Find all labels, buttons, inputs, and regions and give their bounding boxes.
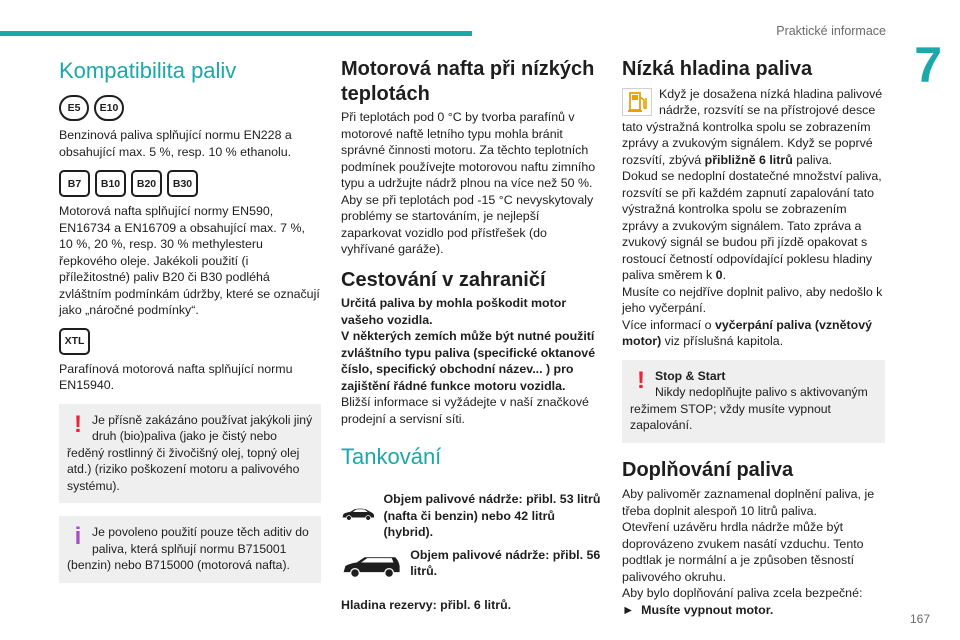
ethanol-badges <box>59 95 321 121</box>
warning-box <box>59 404 321 504</box>
car-row-hatchback <box>341 491 603 541</box>
low-fuel-paragraph-2 <box>622 168 885 284</box>
safety-intro-paragraph: Aby bylo doplňování paliva zcela bezpečné: <box>622 586 863 600</box>
info-text: Je povoleno použití pouze těch aditiv do paliva, která splňují normu B715001 (benzin) nebo B715000 (motorová nafta). <box>67 525 309 572</box>
e10-label-icon: E10 <box>94 95 124 121</box>
page-number: 167 <box>909 612 930 626</box>
remaining-fuel-bold: přibližně 6 litrů <box>704 152 793 167</box>
stop-engine-text: Musíte vypnout motor. <box>641 602 774 617</box>
stop-start-title: Stop & Start <box>655 368 726 383</box>
e5-label-icon: E5 <box>59 95 89 121</box>
heading-refuelling: Tankování <box>341 444 442 469</box>
bullet-marker: ► <box>622 602 635 617</box>
zero-bold: 0 <box>715 268 723 282</box>
running-header: Praktické informace <box>776 24 886 38</box>
car-hatchback-icon <box>341 499 376 529</box>
header-accent-bar <box>0 31 472 36</box>
heading-travel-abroad: Cestování v zahraničí <box>341 268 546 291</box>
xtl-paragraph: Parafínová motorová nafta splňující normu EN15940. <box>59 361 293 392</box>
heading-diesel-low-temp: Motorová nafta při nízkých teplotách <box>341 58 595 105</box>
car-row-estate <box>341 547 603 581</box>
heading-refilling: Doplňování paliva <box>622 458 794 481</box>
chapter-number: 7 <box>914 37 942 93</box>
xtl-label-icon: XTL <box>59 328 90 355</box>
heading-low-fuel: Nízká hladina paliva <box>622 58 813 80</box>
stop-start-text: Nikdy nedoplňujte palivo s aktivovaným režimem STOP; vždy musíte vypnout zapalování. <box>630 385 868 432</box>
exclamation-icon: ! <box>74 410 82 438</box>
tank-capacity-2: Objem palivové nádrže: přibl. 56 litrů. <box>410 547 601 578</box>
exclamation-icon: ! <box>637 366 645 394</box>
column-low-fuel <box>622 54 885 618</box>
xtl-badges <box>59 328 321 355</box>
period-text: . <box>722 268 727 282</box>
low-temp-paragraph: Při teplotách pod 0 °C by tvorba parafínů v motorové naftě letního typu mohla bránit správné činnosti motoru. Za těchto teplotních podmínek používejte motorovou naftu zimního typu a udržujte nádrž plnou na více než 50 %. <box>341 110 596 190</box>
dealer-info-text: Bližší informace si vyžádejte v naší značkové prodejní a servisní síti. <box>341 395 589 426</box>
repeat-warning-text: Dokud se nedoplní dostatečné množství paliva, rozsvítí se při každém zapnutí zapalování tato výstražná kontrolka spolu se zobrazením zprávy a zvukovým signálem. Tato zpráva a zvukový signál se budou při jízdě opakovat s rostoucí četností odpovídající poklesu hladiny paliva směrem k <box>622 169 882 282</box>
refill-min-paragraph: Aby palivoměr zaznamenal doplnění paliva, je třeba doplnit alespoň 10 litrů paliva. <box>622 487 875 518</box>
bullet-stop-engine <box>622 602 885 619</box>
more-info-paragraph <box>622 317 885 350</box>
petrol-paragraph: Benzinová paliva splňující normu EN228 a obsahující max. 5 %, resp. 10 % ethanolu. <box>59 128 292 159</box>
special-fuel-text: V některých zemích může být nutné použití zvláštního typu paliva (specifické oktanové číslo, specifický obchodní název... ) pro zajištění řádné funkce motoru vozidla. <box>341 329 596 393</box>
diesel-badges <box>59 170 321 197</box>
low-fuel-text-a: Když je dosažena nízká hladina palivové nádrže, rozsvítí se na přístrojové desce tato výstražná kontrolka spolu se zobrazením zprávy a zvukovým signálem. Když se poprvé rozsvítí, zbývá <box>622 86 883 167</box>
low-fuel-text-c: paliva. <box>792 152 833 167</box>
b7-label-icon: B7 <box>59 170 90 197</box>
stop-start-warning-box <box>622 360 885 443</box>
tank-capacity-1: Objem palivové nádrže: přibl. 53 litrů (nafta či benzin) nebo 42 litrů (hybrid). <box>383 492 601 539</box>
b30-label-icon: B30 <box>167 170 198 197</box>
fuel-exhaustion-bold: vyčerpání paliva (vznětový motor) <box>622 317 872 348</box>
warning-text: Je přísně zakázáno používat jakýkoli jiný druh (bio)paliva (jako je čistý nebo ředěný rostlinný či živočišný olej, topný olej atd.) (riziko poškození motoru a palivového systému). <box>67 412 313 493</box>
more-info-text-c: viz příslušná kapitola. <box>661 334 784 348</box>
low-fuel-paragraph-1 <box>622 86 885 169</box>
heading-fuel-compatibility: Kompatibilita paliv <box>59 58 237 83</box>
fuel-pump-icon <box>622 88 652 116</box>
start-problem-paragraph: Aby se při teplotách pod -15 °C nevyskytovaly problémy se startováním, je nejlepší zaparkovat vozidlo pod přístřešek (do vyhřívané garáže). <box>341 192 594 256</box>
damage-warning-text: Určitá paliva by mohla poškodit motor vašeho vozidla. <box>341 296 567 327</box>
info-box <box>59 516 321 583</box>
car-estate-icon <box>341 551 402 581</box>
cap-opening-paragraph: Otevření uzávěru hrdla nádrže může být doprovázeno zvukem nasátí vzduchu. Tento podtlak je normální a je způsoben těsností palivového okruhu. <box>622 520 864 584</box>
low-fuel-section <box>622 86 885 350</box>
b20-label-icon: B20 <box>131 170 162 197</box>
b10-label-icon: B10 <box>95 170 126 197</box>
column-compatibility <box>59 54 321 583</box>
diesel-paragraph: Motorová nafta splňující normy EN590, EN16734 a EN16709 a obsahující max. 7 %, 10 %, 20 %, resp. 30 % methylesteru řepkového oleje. Jakékoli použití (i příležitostné) paliv B20 či B30 podléhá zvláštním podmínkám údržby, které se označují jako „náročné podmínky“. <box>59 204 320 317</box>
refuel-soon-paragraph: Musíte co nejdříve doplnit palivo, aby nedošlo k jeho vyčerpání. <box>622 284 883 315</box>
column-diesel-travel <box>341 54 603 613</box>
reserve-level: Hladina rezervy: přibl. 6 litrů. <box>341 597 512 612</box>
info-icon: i <box>74 523 82 550</box>
more-info-text-a: Více informací o <box>622 317 715 332</box>
